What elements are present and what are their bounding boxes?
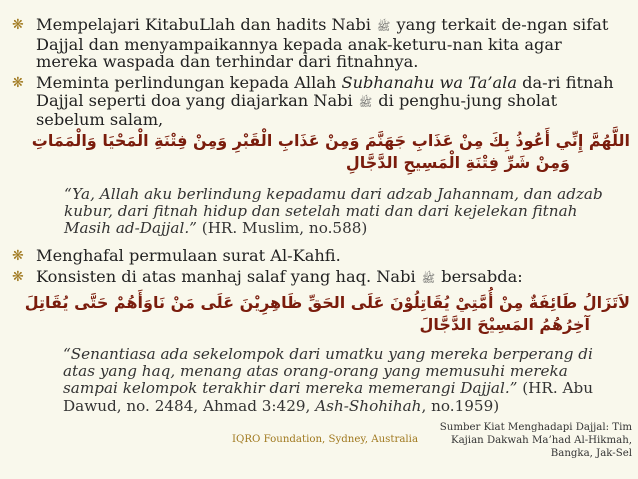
arabic-hadith-line-2: آخِرُهُمُ المَسِيْحَ الدَّجَّالَ: [419, 315, 590, 334]
bullet-2-mid: da-ri fitnah Dajjal seperti doa yang diajarkan Nabi: [36, 73, 614, 110]
translation-quote-1: [64, 186, 624, 238]
quote-2-text: “Senantiasa ada sekelompok dari umatku yang mereka berperang di atas yang haq, menang atas orang-orang yang memusuhi mereka sampai kelompok terakhir dari mereka memerangi Dajjal.”: [63, 345, 593, 398]
pbuh-icon: ﷺ: [421, 272, 436, 285]
arabic-prayer: [10, 130, 630, 174]
bullet-4-pre: Konsisten di atas manhaj salaf yang haq. Nabi: [36, 267, 421, 286]
bullet-2-text: [12, 74, 628, 129]
quote-1-reference: (HR. Muslim, no.588): [196, 219, 368, 238]
bullet-2-italic: Subhanahu wa Ta’ala: [341, 73, 517, 92]
arabic-hadith-line-1: لاَتَزَالُ طَائِفَةٌ مِنْ أُمَّتِيْ يُقَاتِلُوْنَ عَلَى الحَقِّ ظَاهِرِيْنَ عَلَى مَنْ نَاوَأَهُمْ حَتَّى يُقَاتِلَ: [24, 293, 630, 312]
bullet-2: [12, 74, 628, 129]
bullet-3: [12, 247, 628, 265]
translation-quote-2: [63, 346, 623, 415]
bullet-4-text: [12, 268, 628, 288]
swirl-bullet-icon: ❋: [12, 269, 24, 285]
bullet-4: [12, 268, 628, 288]
bullet-3-text: Menghafal permulaan surat Al-Kahfi.: [36, 246, 341, 265]
quote-2-reference-italic: Ash-Shohihah: [315, 396, 422, 415]
arabic-prayer-line-1: اللَّهُمَّ إِنِّي أَعُوذُ بِكَ مِنْ عَذَابِ جَهَنَّمَ وَمِنْ عَذَابِ الْقَبْرِ وَمِنْ فِتْنَةِ الْمَحْيَا وَالْمَمَاتِ: [31, 131, 630, 150]
swirl-bullet-icon: ❋: [12, 75, 24, 91]
pbuh-icon: ﷺ: [358, 95, 373, 109]
bullet-1-post: yang terkait de-ngan sifat Dajjal dan menyampaikannya kepada anak-keturu-nan kita agar mereka waspada dan terhindar dari fitnahnya.: [36, 15, 609, 72]
footer-organization: IQRO Foundation, Sydney, Australia: [232, 434, 419, 445]
pbuh-icon: ﷺ: [377, 20, 391, 33]
swirl-bullet-icon: ❋: [12, 248, 24, 264]
bullet-2-pre: Meminta perlindungan kepada Allah: [36, 73, 342, 92]
quote-2-reference-a: (HR. Abu Dawud, no. 2484, Ahmad 3:429,: [63, 379, 593, 415]
bullet-1: [12, 16, 628, 71]
quote-2-reference-b: , no.1959): [421, 396, 500, 415]
bullet-4-post: bersabda:: [436, 267, 523, 286]
quote-1-text: “Ya, Allah aku berlindung kepadamu dari adzab Jahannam, dan adzab kubur, dari fitnah hidup dan setelah mati dan dari kejelekan fitnah Masih ad-Dajjal.”: [64, 185, 603, 238]
footer-source: Sumber Kiat Menghadapi Dajjal: Tim Kajian Dakwah Ma’had Al-Hikmah, Bangka, Jak-Sel: [439, 422, 632, 459]
bullet-2-post: di penghu-jung sholat sebelum salam,: [36, 90, 558, 130]
bullet-1-text: [12, 16, 628, 71]
bullet-1-pre: Mempelajari KitabuLlah dan hadits Nabi: [36, 15, 377, 34]
swirl-bullet-icon: ❋: [12, 17, 24, 33]
arabic-prayer-line-2: وَمِنْ شَرِّ فِتْنَةِ الْمَسِيحِ الدَّجَّالِ: [345, 153, 570, 172]
arabic-hadith: [10, 292, 630, 336]
